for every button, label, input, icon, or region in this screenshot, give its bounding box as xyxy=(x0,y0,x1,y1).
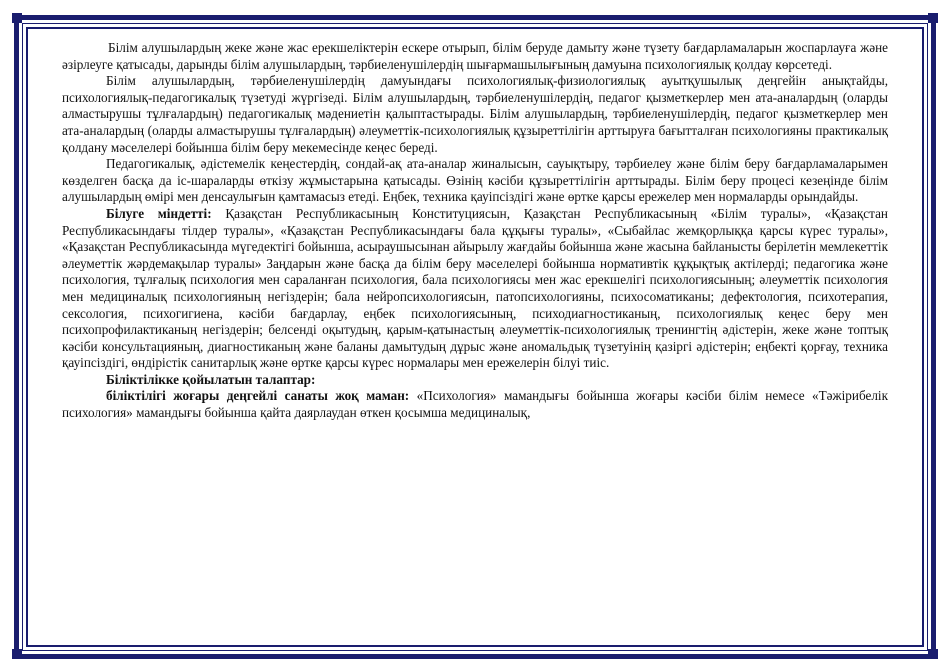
border-corner-ornament xyxy=(928,13,938,23)
must-know-label: Білуге міндетті: xyxy=(106,205,212,221)
paragraph-psychological-correction: Білім алушылардың, тәрбиеленушілердің дамуындағы психологиялық-физиологиялық ауытқушылық деңгейін анықтайды, психологиялық-педагогикалық түзетуді жүргізеді. Білім алушылардың, тәрбиеленушілердің, педагог қызметкерлер мен ата-аналардың (оларды алмастырушы тұлғалардың) педагогикалық мәдениетін қалыптастырады. Білім алушылардың, тәрбиеленушілердің, педагог қызметкерлер мен ата-аналардың (оларды алмастырушы тұлғалардың) әлеуметтік-психологиялық құзыреттілігін арттыруға бағытталған психологияны практикалық қолдану мәселелері бойынша білім беру мекемесінде кеңес береді. xyxy=(62,73,888,155)
must-know-text: Қазақстан Республикасының Конституциясын, Қазақстан Республикасының «Білім туралы», «Қазақстан Республикасындағы тілдер туралы», «Қазақстан Республикасындағы бала құқығы туралы», «Сыбайлас жемқорлыққа қарсы күрес туралы», «Қазақстан Республикасында мүгедектігі бойынша, асыраушысынан айырылу жағдайы бойынша және жасына байланысты берілетін мемлекеттік әлеуметтік жәрдемақылар туралы» Заңдарын және басқа да білім беру мәселелері бойынша нормативтік құқықтық актілерді; педагогика және психология, тұлғалық психология мен сараланған психология, бала психологиясы мен жас ерекшелігі психологиясының; әлеуметтік психология мен медициналық психологияның негіздерін; бала нейропсихологиясын, патопсихологияны, психосоматиканы; дефектология, психотерапия, сексология, психогигиена, кәсіби бағдарлау, еңбек психологиясының, психодиагностиканың, психологиялық кеңес беру мен психопрофилактиканың негіздерін; белсенді оқытудың, қарым-қатынастың әлеуметтік-психологиялық тренингтің әдістерін, жеке және топтық кәсіби консультацияның, диагностиканың және баланы дамытудың дұрыс және аномальдық түзетуінің қазіргі әдістерін; еңбекті қорғау, техника қауіпсіздігі, өндірістік санитарлық және өртке қарсы күрес нормалары мен ережелерін білуі тиіс. xyxy=(62,205,888,371)
paragraph-must-know xyxy=(62,206,888,372)
paragraph-development-programs: Білім алушылардың жеке және жас ерекшеліктерін ескере отырып, білім беруде дамыту және түзету бағдарламаларын жоспарлауға және әзірлеуге қатысады, дарынды білім алушылардың, тәрбиеленушілердің шығармашылығының дамуына психологиялық қолдау көрсетеді. xyxy=(62,40,888,72)
paragraph-requirement xyxy=(62,388,888,421)
border-corner-ornament xyxy=(12,13,22,23)
document-body xyxy=(62,40,888,422)
paragraph-pedagogical-councils: Педагогикалық, әдістемелік кеңестердің, сондай-ақ ата-аналар жиналысын, сауықтыру, тәрбиелеу және білім беру бағдарламаларымен көзделген басқа да іс-шараларды өткізу жұмыстарына қатысады. Өзінің кәсіби құзыреттілігін арттырады. Білім беру процесі кезеңінде білім алушылардың өмірі мен денсаулығын қамтамасыз етеді. Еңбек, техника қауіпсіздігі және өртке қарсы ережелер мен нормаларды орындайды. xyxy=(62,156,888,205)
requirements-heading: Біліктілікке қойылатын талаптар: xyxy=(106,371,316,387)
requirement-label: біліктілігі жоғары деңгейлі санаты жоқ маман: xyxy=(106,388,410,404)
border-corner-ornament xyxy=(12,649,22,659)
requirement-text: «Психология» мамандығы бойынша жоғары кәсіби білім немесе «Тәжірибелік психология» мамандығы бойынша қайта даярлаудан өткен қосымша медициналық, xyxy=(62,388,889,421)
border-corner-ornament xyxy=(928,649,938,659)
